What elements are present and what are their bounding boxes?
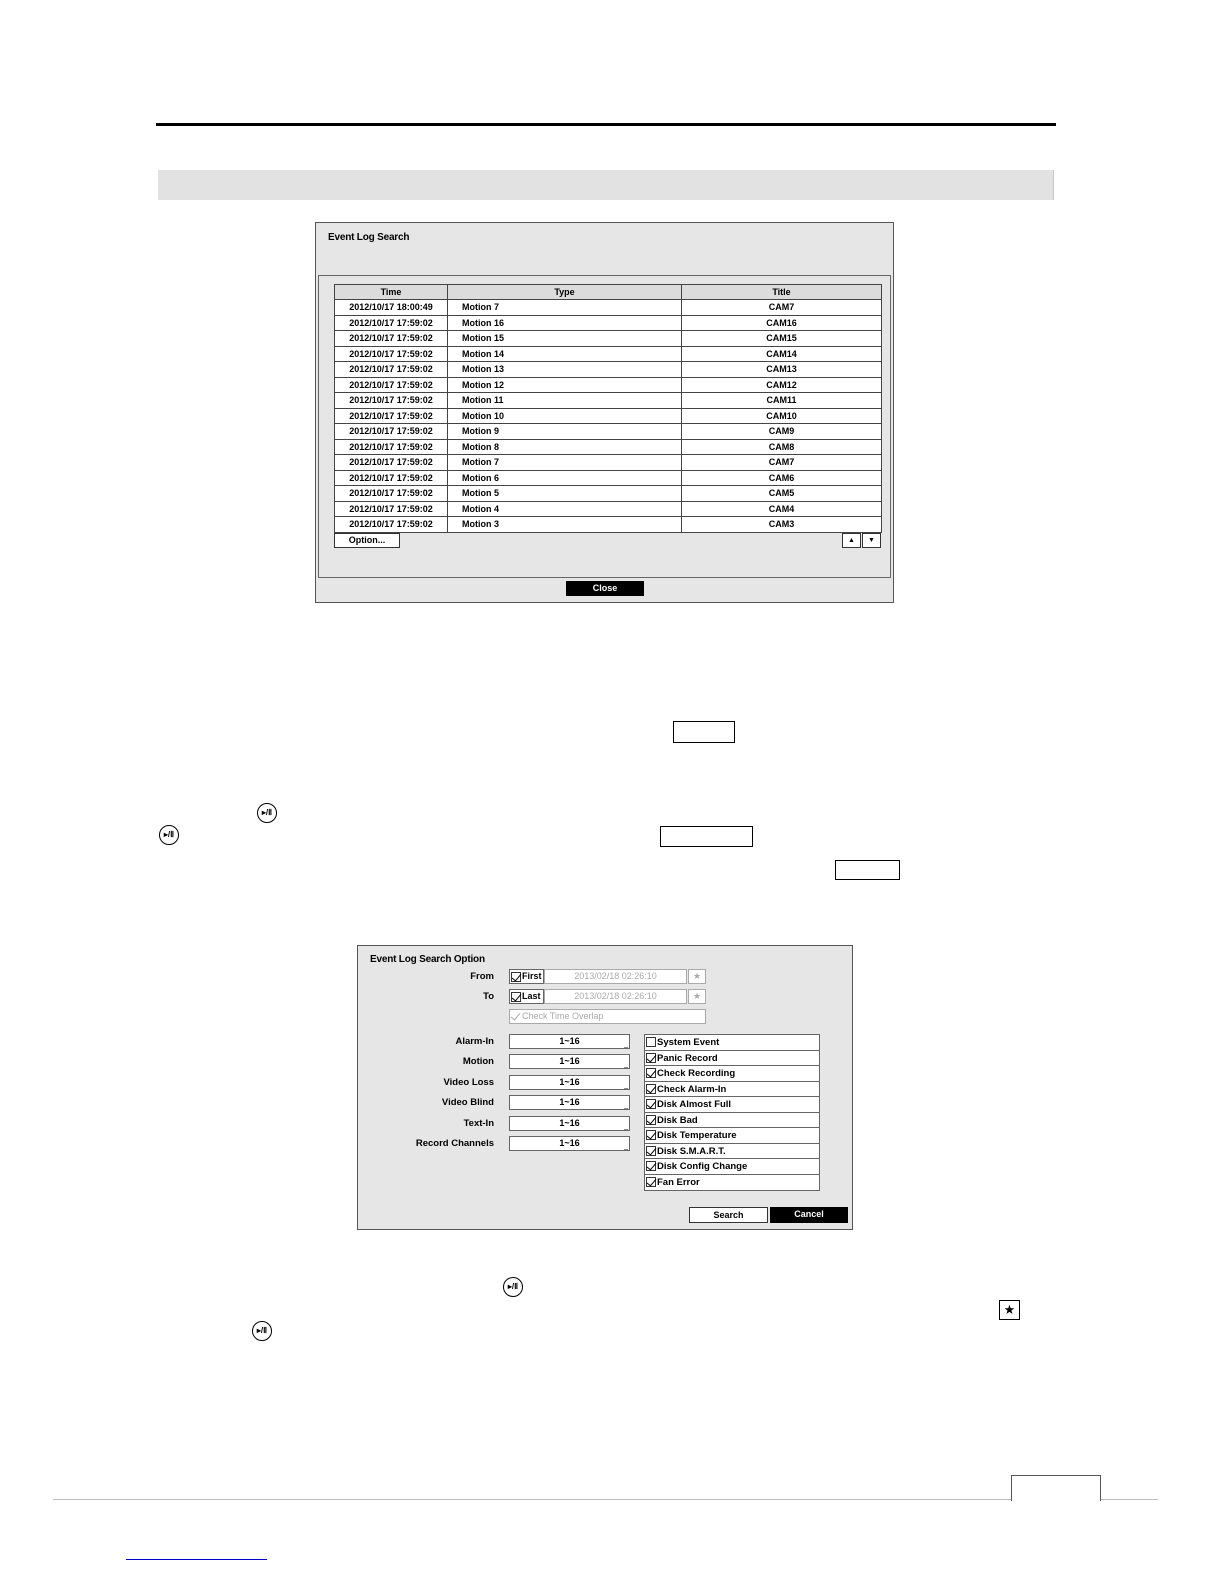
- checkbox-icon: [646, 1037, 656, 1047]
- checkbox-icon: [646, 1115, 656, 1125]
- table-row[interactable]: [335, 300, 882, 316]
- checkbox-icon: [511, 992, 521, 1002]
- table-row[interactable]: [335, 362, 882, 378]
- column-header-type[interactable]: Type: [448, 285, 682, 300]
- time-cell: 2012/10/17 17:59:02: [335, 408, 448, 424]
- field-label: Video Blind: [441, 1097, 494, 1109]
- title-cell: CAM14: [682, 346, 882, 362]
- type-cell: Motion 7: [448, 300, 682, 316]
- checkbox-icon: [646, 1161, 656, 1171]
- title-cell: CAM3: [682, 517, 882, 533]
- title-cell: CAM10: [682, 408, 882, 424]
- checkbox-icon: [646, 1068, 656, 1078]
- time-cell: 2012/10/17 17:59:02: [335, 346, 448, 362]
- event-checkbox-item[interactable]: [645, 1128, 819, 1144]
- table-row[interactable]: [335, 486, 882, 502]
- channel-select-field[interactable]: [509, 1116, 630, 1131]
- title-cell: CAM6: [682, 470, 882, 486]
- footer-rule: [53, 1499, 1158, 1500]
- event-checkbox-item[interactable]: [645, 1159, 819, 1175]
- time-cell: 2012/10/17 17:59:02: [335, 517, 448, 533]
- field-label: Alarm-In: [455, 1036, 494, 1047]
- table-row[interactable]: [335, 439, 882, 455]
- star-icon[interactable]: ★: [688, 969, 706, 984]
- checkbox-icon: [646, 1177, 656, 1187]
- from-label: From: [470, 971, 494, 982]
- from-date-field[interactable]: [544, 969, 687, 984]
- field-label: Video Loss: [443, 1076, 494, 1088]
- event-log-panel: [318, 275, 891, 578]
- time-cell: 2012/10/17 17:59:02: [335, 331, 448, 347]
- title-cell: CAM5: [682, 486, 882, 502]
- dropdown-corner-icon: _: [624, 1102, 628, 1110]
- dialog-title: Event Log Search: [328, 232, 410, 243]
- type-cell: Motion 11: [448, 393, 682, 409]
- table-row[interactable]: [335, 424, 882, 440]
- inline-button-reference: [660, 826, 753, 847]
- type-cell: Motion 16: [448, 315, 682, 331]
- title-cell: CAM16: [682, 315, 882, 331]
- event-log-search-dialog: [315, 222, 894, 603]
- checkbox-icon: [646, 1099, 656, 1109]
- check-time-overlap-checkbox[interactable]: [509, 1009, 706, 1024]
- star-icon[interactable]: ★: [688, 989, 706, 1004]
- star-icon: ★: [999, 1300, 1020, 1320]
- event-checkbox-item[interactable]: [645, 1051, 819, 1067]
- channel-select-field[interactable]: [509, 1075, 630, 1090]
- table-row[interactable]: [335, 501, 882, 517]
- time-cell: 2012/10/17 17:59:02: [335, 455, 448, 471]
- time-cell: 2012/10/17 17:59:02: [335, 439, 448, 455]
- event-log-search-option-dialog: [357, 945, 853, 1230]
- table-row[interactable]: [335, 346, 882, 362]
- last-label: Last: [522, 991, 541, 1001]
- footer-link-underline: [126, 1559, 267, 1560]
- channel-value: 1~16: [559, 1097, 580, 1108]
- from-date-value: 2013/02/18 02:26:10: [574, 971, 657, 981]
- event-label: Disk Config Change: [657, 1161, 748, 1172]
- to-date-field[interactable]: [544, 989, 687, 1004]
- checkbox-icon: [646, 1130, 656, 1140]
- title-cell: CAM12: [682, 377, 882, 393]
- type-cell: Motion 5: [448, 486, 682, 502]
- type-cell: Motion 13: [448, 362, 682, 378]
- channel-select-field[interactable]: [509, 1034, 630, 1049]
- dropdown-corner-icon: _: [624, 1143, 628, 1150]
- table-row[interactable]: [335, 315, 882, 331]
- scroll-down-button[interactable]: ▼: [862, 533, 881, 548]
- column-header-title[interactable]: Title: [682, 285, 882, 300]
- dropdown-corner-icon: _: [624, 1122, 628, 1130]
- time-cell: 2012/10/17 18:00:49: [335, 300, 448, 316]
- table-row[interactable]: [335, 470, 882, 486]
- close-button[interactable]: Close: [566, 581, 644, 596]
- inline-button-reference: [673, 721, 735, 743]
- field-label: Motion: [462, 1056, 494, 1068]
- time-cell: 2012/10/17 17:59:02: [335, 377, 448, 393]
- event-checkbox-item[interactable]: [645, 1175, 819, 1191]
- field-label: Record Channels: [415, 1138, 494, 1149]
- event-type-list: [644, 1034, 820, 1191]
- to-label: To: [483, 991, 494, 1002]
- channel-value: 1~16: [559, 1138, 580, 1148]
- event-label: Check Recording: [657, 1068, 736, 1079]
- event-label: System Event: [657, 1037, 720, 1048]
- channel-select-field[interactable]: [509, 1054, 630, 1069]
- event-label: Panic Record: [657, 1052, 718, 1064]
- event-checkbox-item[interactable]: [645, 1082, 819, 1098]
- event-checkbox-item[interactable]: [645, 1066, 819, 1082]
- header-rule: [156, 123, 1056, 126]
- inline-button-reference: [835, 860, 900, 880]
- table-row[interactable]: [335, 331, 882, 347]
- type-cell: Motion 15: [448, 331, 682, 347]
- type-cell: Motion 6: [448, 470, 682, 486]
- title-cell: CAM9: [682, 424, 882, 440]
- scroll-up-button[interactable]: ▲: [842, 533, 861, 548]
- time-cell: 2012/10/17 17:59:02: [335, 362, 448, 378]
- first-label: First: [522, 971, 542, 981]
- title-cell: CAM15: [682, 331, 882, 347]
- checkbox-icon: [646, 1084, 656, 1094]
- title-cell: CAM4: [682, 501, 882, 517]
- time-cell: 2012/10/17 17:59:02: [335, 315, 448, 331]
- title-cell: CAM8: [682, 439, 882, 455]
- dropdown-corner-icon: _: [624, 1041, 628, 1048]
- type-cell: Motion 14: [448, 346, 682, 362]
- table-row[interactable]: [335, 393, 882, 409]
- event-checkbox-item[interactable]: [645, 1035, 819, 1051]
- checkbox-icon: [646, 1146, 656, 1156]
- type-cell: Motion 12: [448, 377, 682, 393]
- channel-value: 1~16: [559, 1056, 580, 1067]
- table-row[interactable]: [335, 517, 882, 533]
- type-cell: Motion 3: [448, 517, 682, 533]
- table-row[interactable]: [335, 408, 882, 424]
- option-button[interactable]: Option...: [334, 533, 400, 548]
- title-cell: CAM7: [682, 300, 882, 316]
- column-header-time[interactable]: Time: [335, 285, 448, 300]
- search-button[interactable]: Search: [689, 1207, 768, 1223]
- event-label: Disk S.M.A.R.T.: [657, 1145, 726, 1157]
- channel-value: 1~16: [559, 1076, 580, 1087]
- event-label: Check Alarm-In: [657, 1083, 727, 1095]
- table-row[interactable]: [335, 455, 882, 471]
- field-label: Text-In: [463, 1117, 494, 1129]
- cancel-button[interactable]: Cancel: [770, 1207, 848, 1223]
- event-checkbox-item[interactable]: [645, 1097, 819, 1113]
- type-cell: Motion 9: [448, 424, 682, 440]
- title-cell: CAM7: [682, 455, 882, 471]
- event-label: Fan Error: [657, 1176, 700, 1188]
- channel-value: 1~16: [559, 1036, 580, 1046]
- channel-select-field[interactable]: [509, 1095, 630, 1110]
- channel-value: 1~16: [559, 1117, 580, 1128]
- type-cell: Motion 7: [448, 455, 682, 471]
- event-label: Disk Temperature: [657, 1130, 737, 1141]
- title-cell: CAM13: [682, 362, 882, 378]
- time-cell: 2012/10/17 17:59:02: [335, 486, 448, 502]
- event-checkbox-item[interactable]: [645, 1144, 819, 1160]
- dialog-title: Event Log Search Option: [370, 954, 485, 965]
- last-checkbox[interactable]: [509, 989, 544, 1004]
- event-log-table: [334, 284, 882, 533]
- play-pause-icon: ▸/Ⅱ: [257, 803, 277, 823]
- type-cell: Motion 10: [448, 408, 682, 424]
- title-cell: CAM11: [682, 393, 882, 409]
- event-label: Disk Almost Full: [657, 1099, 732, 1110]
- dropdown-corner-icon: _: [624, 1061, 628, 1069]
- first-checkbox[interactable]: [509, 969, 544, 984]
- event-checkbox-item[interactable]: [645, 1113, 819, 1129]
- type-cell: Motion 8: [448, 439, 682, 455]
- dropdown-corner-icon: _: [624, 1081, 628, 1089]
- time-cell: 2012/10/17 17:59:02: [335, 470, 448, 486]
- to-date-value: 2013/02/18 02:26:10: [574, 991, 657, 1001]
- section-header-bar: [158, 170, 1054, 200]
- type-cell: Motion 4: [448, 501, 682, 517]
- page-number-tab: [1011, 1475, 1101, 1501]
- time-cell: 2012/10/17 17:59:02: [335, 393, 448, 409]
- check-time-overlap-label: Check Time Overlap: [522, 1011, 604, 1021]
- channel-select-field[interactable]: [509, 1136, 630, 1151]
- checkbox-icon: [646, 1053, 656, 1063]
- checkbox-icon: [511, 972, 521, 982]
- table-row[interactable]: [335, 377, 882, 393]
- play-pause-icon: ▸/Ⅱ: [503, 1277, 523, 1297]
- event-label: Disk Bad: [657, 1114, 698, 1126]
- play-pause-icon: ▸/Ⅱ: [159, 825, 179, 845]
- time-cell: 2012/10/17 17:59:02: [335, 424, 448, 440]
- play-pause-icon: ▸/Ⅱ: [252, 1321, 272, 1341]
- time-cell: 2012/10/17 17:59:02: [335, 501, 448, 517]
- checkbox-icon: [511, 1012, 521, 1022]
